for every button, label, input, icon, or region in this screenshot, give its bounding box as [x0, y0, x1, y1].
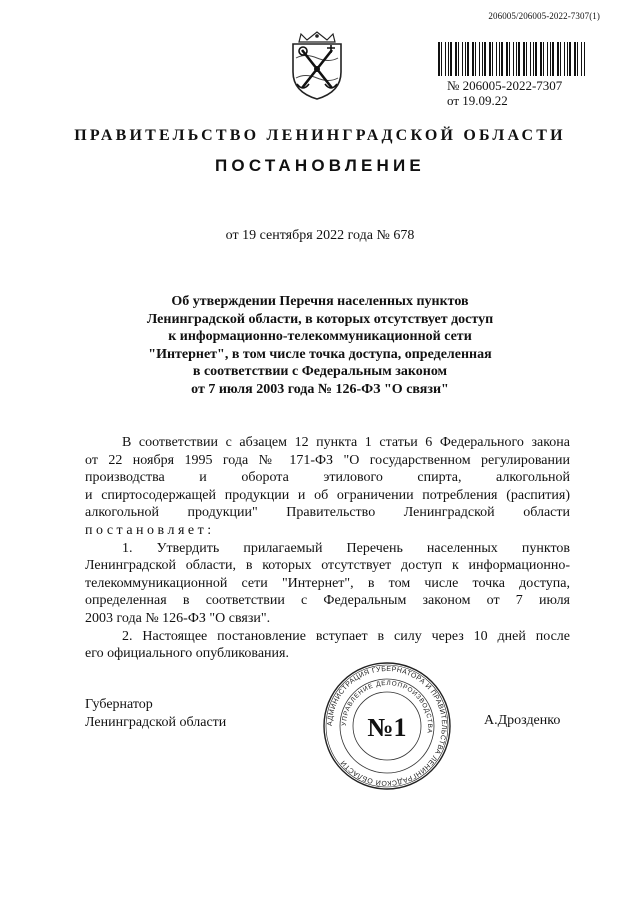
barcode-bar — [499, 42, 500, 76]
body-line: алкогольной продукции" Правительство Ленинградской области — [85, 505, 570, 521]
barcode-bar — [458, 42, 459, 76]
title-line: от 7 июля 2003 года № 126-ФЗ "О связи" — [191, 381, 449, 397]
barcode-bar — [479, 42, 480, 76]
registration-date: от 19.09.22 — [447, 93, 508, 108]
signatory-position-line: Губернатор — [85, 697, 153, 712]
body-line: и спиртосодержащей продукции и об ограничении потребления (распития) — [85, 487, 570, 503]
title-line: в соответствии с Федеральным законом — [192, 364, 448, 380]
document-body — [85, 434, 570, 663]
barcode-bar — [535, 42, 537, 76]
barcode-bar — [450, 42, 452, 76]
barcode-bar — [482, 42, 483, 76]
barcode-bar — [577, 42, 578, 76]
document-date-line: от 19 сентября 2022 года № 678 — [225, 228, 415, 243]
barcode-bar — [492, 42, 493, 76]
barcode-bar — [530, 42, 531, 76]
barcode-bar — [584, 42, 585, 76]
title-line: Ленинградской области, в которых отсутствует доступ — [146, 311, 494, 327]
barcode-bar — [513, 42, 514, 76]
barcode-bar — [518, 42, 520, 76]
barcode-bar — [472, 42, 474, 76]
barcode-bar — [484, 42, 486, 76]
registration-number: № 206005-2022-7307 — [447, 78, 563, 93]
barcode-bar — [516, 42, 517, 76]
title-line: Об утверждении Перечня населенных пунктов — [171, 294, 469, 309]
body-line: 2. Настоящее постановление вступает в силу через 10 дней после — [122, 628, 570, 644]
body-line: 2003 года № 126-ФЗ "О связи". — [85, 610, 271, 626]
barcode — [438, 42, 588, 76]
barcode-bar — [455, 42, 457, 76]
body-line: 1. Утвердить прилагаемый Перечень населенных пунктов — [122, 540, 570, 556]
barcode-bar — [441, 42, 442, 76]
barcode-bar — [526, 42, 527, 76]
government-header: ПРАВИТЕЛЬСТВО ЛЕНИНГРАДСКОЙ ОБЛАСТИ — [74, 127, 566, 144]
barcode-bar — [574, 42, 576, 76]
barcode-bar — [550, 42, 551, 76]
title-line: к информационно-телекоммуникационной сети — [168, 329, 472, 345]
body-line: Ленинградской области, в которых отсутствует доступ к информационно- — [85, 558, 570, 574]
barcode-bar — [581, 42, 582, 76]
barcode-bar — [547, 42, 548, 76]
registration-block — [447, 78, 562, 108]
barcode-bar — [569, 42, 571, 76]
barcode-bar — [465, 42, 466, 76]
body-line: производства и оборота этилового спирта, алкогольной — [85, 470, 570, 486]
body-line: его официального опубликования. — [85, 646, 289, 662]
document-type: ПОСТАНОВЛЕНИЕ — [215, 156, 425, 175]
barcode-bar — [448, 42, 449, 76]
barcode-bar — [523, 42, 525, 76]
barcode-bar — [496, 42, 497, 76]
barcode-bar — [560, 42, 561, 76]
seal-outer-text: АДМИНИСТРАЦИЯ ГУБЕРНАТОРА И ПРАВИТЕЛЬСТВА ЛЕНИНГРАДСКОЙ ОБЛАСТИ — [326, 665, 448, 787]
signatory-name: А.Дрозденко — [484, 713, 561, 728]
barcode-bar — [552, 42, 554, 76]
body-line: определенная в соответствии с Федеральным законом от 7 июля — [85, 593, 570, 609]
body-line: от 22 ноября 1995 года № 171-ФЗ "О государственном регулировании — [85, 452, 570, 468]
barcode-bar — [445, 42, 446, 76]
barcode-bar — [462, 42, 463, 76]
body-line: В соответствии с абзацем 12 пункта 1 статьи 6 Федерального закона — [122, 435, 570, 450]
body-line: телекоммуникационной сети "Интернет", в том числе точка доступа, — [85, 575, 570, 591]
barcode-bar — [540, 42, 542, 76]
barcode-bar — [438, 42, 440, 76]
barcode-bar — [564, 42, 565, 76]
barcode-bar — [509, 42, 510, 76]
signatory-position — [85, 696, 226, 731]
barcode-bar — [467, 42, 469, 76]
body-line-decree-word: постановляет: — [85, 522, 215, 538]
seal-inner-text: УПРАВЛЕНИЕ ДЕЛОПРОИЗВОДСТВА — [340, 679, 434, 735]
seal-number: №1 — [367, 713, 407, 742]
document-title — [110, 293, 530, 399]
barcode-bar — [506, 42, 508, 76]
barcode-bar — [567, 42, 568, 76]
title-line: "Интернет", в том числе точка доступа, определенная — [148, 346, 492, 362]
barcode-bar — [475, 42, 476, 76]
barcode-bar — [501, 42, 503, 76]
barcode-bar — [557, 42, 559, 76]
coat-of-arms-emblem — [283, 28, 351, 102]
barcode-bar — [543, 42, 544, 76]
signatory-position-line: Ленинградской области — [85, 714, 227, 730]
barcode-bar — [533, 42, 534, 76]
barcode-bar — [489, 42, 491, 76]
document-id: 206005/206005-2022-7307(1) — [488, 11, 600, 21]
official-seal — [321, 660, 453, 792]
